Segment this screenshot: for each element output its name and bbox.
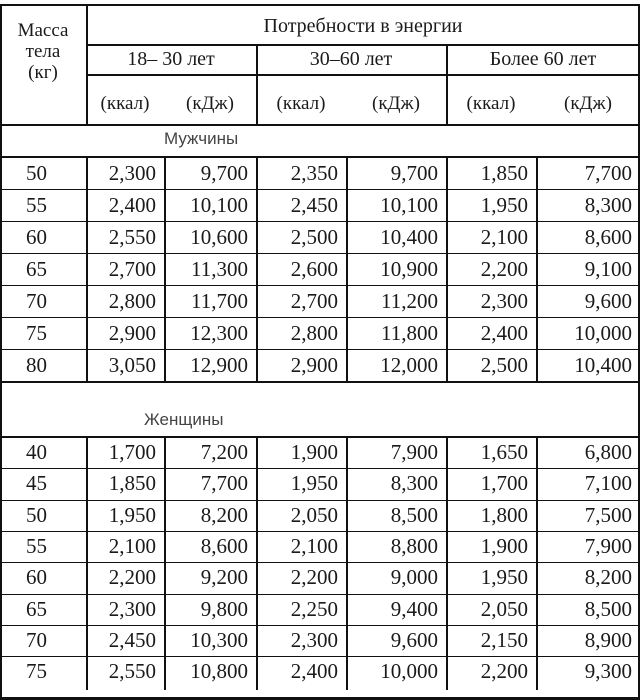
energy-value-cell: 1,700 (480, 471, 528, 496)
mass-label-line-2: тела (25, 41, 61, 62)
age-group-30-60: 30–60 лет (309, 47, 393, 70)
women-column-line (536, 437, 538, 690)
energy-value-cell: 1,900 (290, 440, 338, 465)
energy-value-cell: 1,950 (108, 502, 156, 527)
energy-value-cell: 1,950 (480, 565, 528, 590)
frame-left (0, 4, 2, 700)
energy-value-cell: 8,500 (584, 596, 632, 621)
women-row-line (0, 625, 640, 626)
energy-value-cell: 9,400 (390, 596, 438, 621)
women-row-line (0, 531, 640, 532)
energy-value-cell: 2,250 (290, 596, 338, 621)
energy-value-cell: 2,500 (290, 224, 338, 249)
energy-value-cell: 9,100 (584, 256, 632, 281)
energy-value-cell: 8,200 (584, 565, 632, 590)
energy-value-cell: 2,150 (480, 627, 528, 652)
energy-value-cell: 3,050 (108, 352, 156, 377)
men-column-line (346, 157, 348, 381)
unit-kcal-18-30: (ккал) (100, 93, 150, 114)
energy-value-cell: 9,600 (584, 288, 632, 313)
energy-value-cell: 1,950 (480, 192, 528, 217)
energy-value-cell: 2,200 (290, 565, 338, 590)
energy-value-cell: 7,100 (584, 471, 632, 496)
unit-kj-60-plus: (кДж) (564, 93, 612, 114)
header-vline-mass (86, 4, 88, 124)
energy-value-cell: 2,200 (480, 659, 528, 684)
frame-top (0, 4, 640, 6)
mass-value-cell: 50 (26, 160, 47, 185)
energy-value-cell: 8,600 (584, 224, 632, 249)
energy-value-cell: 1,650 (480, 440, 528, 465)
mass-value-cell: 50 (26, 502, 47, 527)
men-column-line (256, 157, 258, 381)
energy-value-cell: 2,300 (108, 160, 156, 185)
energy-value-cell: 9,800 (200, 596, 248, 621)
energy-value-cell: 2,200 (108, 565, 156, 590)
men-row-line (0, 317, 640, 318)
energy-value-cell: 10,300 (190, 627, 248, 652)
energy-value-cell: 2,450 (108, 627, 156, 652)
women-row-line (0, 500, 640, 501)
women-column-line (256, 437, 258, 690)
unit-kcal-30-60: (ккал) (276, 93, 326, 114)
energy-value-cell: 8,300 (584, 192, 632, 217)
mass-label-line-1: Масса (17, 20, 69, 41)
energy-value-cell: 2,800 (108, 288, 156, 313)
energy-value-cell: 2,400 (108, 192, 156, 217)
energy-value-cell: 9,700 (200, 160, 248, 185)
header-line-under-title (86, 44, 640, 46)
mass-value-cell: 65 (26, 256, 47, 281)
age-group-18-30: 18– 30 лет (127, 47, 215, 70)
energy-value-cell: 11,700 (191, 288, 248, 313)
men-column-line (86, 157, 88, 381)
energy-value-cell: 1,800 (480, 502, 528, 527)
men-row-line (0, 349, 640, 350)
mass-column-header (0, 20, 86, 100)
energy-value-cell: 2,700 (290, 288, 338, 313)
mass-value-cell: 60 (26, 565, 47, 590)
women-column-line (86, 437, 88, 690)
energy-value-cell: 2,800 (290, 320, 338, 345)
energy-value-cell: 1,950 (290, 471, 338, 496)
energy-value-cell: 2,300 (108, 596, 156, 621)
energy-value-cell: 2,550 (108, 224, 156, 249)
energy-value-cell: 8,600 (200, 534, 248, 559)
header-vline-age-2 (446, 44, 448, 124)
mass-value-cell: 40 (26, 440, 47, 465)
men-column-line (446, 157, 448, 381)
energy-value-cell: 2,100 (290, 534, 338, 559)
energy-value-cell: 2,100 (108, 534, 156, 559)
men-row-line (0, 253, 640, 254)
energy-value-cell: 12,900 (190, 352, 248, 377)
energy-value-cell: 8,800 (390, 534, 438, 559)
men-row-line (0, 221, 640, 222)
energy-value-cell: 8,900 (584, 627, 632, 652)
energy-value-cell: 9,600 (390, 627, 438, 652)
energy-value-cell: 10,600 (190, 224, 248, 249)
energy-value-cell: 7,700 (200, 471, 248, 496)
energy-value-cell: 9,000 (390, 565, 438, 590)
men-row-line (0, 285, 640, 286)
energy-value-cell: 10,000 (380, 659, 438, 684)
mass-value-cell: 45 (26, 471, 47, 496)
mass-value-cell: 55 (26, 192, 47, 217)
women-column-line (164, 437, 166, 690)
energy-value-cell: 11,800 (381, 320, 438, 345)
energy-value-cell: 2,400 (290, 659, 338, 684)
energy-value-cell: 2,300 (290, 627, 338, 652)
energy-value-cell: 9,200 (200, 565, 248, 590)
energy-value-cell: 10,400 (574, 352, 632, 377)
men-row-line (0, 189, 640, 190)
unit-kj-30-60: (кДж) (372, 93, 420, 114)
energy-value-cell: 9,700 (390, 160, 438, 185)
energy-value-cell: 1,850 (480, 160, 528, 185)
energy-value-cell: 8,200 (200, 502, 248, 527)
mass-value-cell: 65 (26, 596, 47, 621)
header-vline-age-1 (256, 44, 258, 124)
energy-value-cell: 7,200 (200, 440, 248, 465)
energy-value-cell: 1,850 (108, 471, 156, 496)
energy-value-cell: 12,300 (190, 320, 248, 345)
energy-value-cell: 2,050 (480, 596, 528, 621)
men-section-bottom (0, 381, 640, 383)
women-column-line (446, 437, 448, 690)
energy-title: Потребности в энергии (263, 14, 463, 37)
women-section-top (0, 436, 640, 438)
energy-value-cell: 2,600 (290, 256, 338, 281)
energy-value-cell: 2,550 (108, 659, 156, 684)
energy-value-cell: 10,400 (380, 224, 438, 249)
women-row-line (0, 656, 640, 657)
men-column-line (536, 157, 538, 381)
energy-value-cell: 10,900 (380, 256, 438, 281)
energy-value-cell: 12,000 (380, 352, 438, 377)
energy-value-cell: 2,050 (290, 502, 338, 527)
energy-value-cell: 10,100 (380, 192, 438, 217)
women-row-line (0, 562, 640, 563)
mass-value-cell: 80 (26, 352, 47, 377)
energy-value-cell: 6,800 (584, 440, 632, 465)
energy-value-cell: 10,000 (574, 320, 632, 345)
energy-value-cell: 7,500 (584, 502, 632, 527)
energy-value-cell: 2,100 (480, 224, 528, 249)
unit-kcal-60-plus: (ккал) (466, 93, 516, 114)
mass-value-cell: 70 (26, 288, 47, 313)
mass-value-cell: 75 (26, 320, 47, 345)
energy-value-cell: 2,300 (480, 288, 528, 313)
energy-value-cell: 1,900 (480, 534, 528, 559)
energy-value-cell: 10,800 (190, 659, 248, 684)
energy-value-cell: 7,900 (390, 440, 438, 465)
energy-value-cell: 7,900 (584, 534, 632, 559)
energy-value-cell: 11,200 (381, 288, 438, 313)
age-group-60-plus: Более 60 лет (489, 47, 597, 70)
energy-value-cell: 11,300 (191, 256, 248, 281)
energy-value-cell: 2,900 (290, 352, 338, 377)
mass-value-cell: 60 (26, 224, 47, 249)
mass-value-cell: 55 (26, 534, 47, 559)
mass-value-cell: 75 (26, 659, 47, 684)
mass-label-line-3: (кг) (28, 62, 58, 83)
section-label-men: Мужчины (164, 129, 239, 148)
energy-value-cell: 2,700 (108, 256, 156, 281)
section-label-women: Женщины (144, 410, 224, 429)
energy-value-cell: 2,200 (480, 256, 528, 281)
energy-value-cell: 7,700 (584, 160, 632, 185)
header-line-under-age (86, 74, 640, 76)
energy-value-cell: 10,100 (190, 192, 248, 217)
women-row-line (0, 468, 640, 469)
energy-value-cell: 1,700 (108, 440, 156, 465)
energy-value-cell: 8,500 (390, 502, 438, 527)
unit-kj-18-30: (кДж) (186, 93, 234, 114)
energy-value-cell: 2,450 (290, 192, 338, 217)
mass-value-cell: 70 (26, 627, 47, 652)
header-line-bottom (0, 124, 640, 126)
men-section-top (0, 156, 640, 158)
energy-value-cell: 2,400 (480, 320, 528, 345)
energy-value-cell: 2,900 (108, 320, 156, 345)
energy-value-cell: 9,300 (584, 659, 632, 684)
women-row-line (0, 594, 640, 595)
energy-value-cell: 2,350 (290, 160, 338, 185)
men-column-line (164, 157, 166, 381)
energy-value-cell: 8,300 (390, 471, 438, 496)
energy-value-cell: 2,500 (480, 352, 528, 377)
women-column-line (346, 437, 348, 690)
